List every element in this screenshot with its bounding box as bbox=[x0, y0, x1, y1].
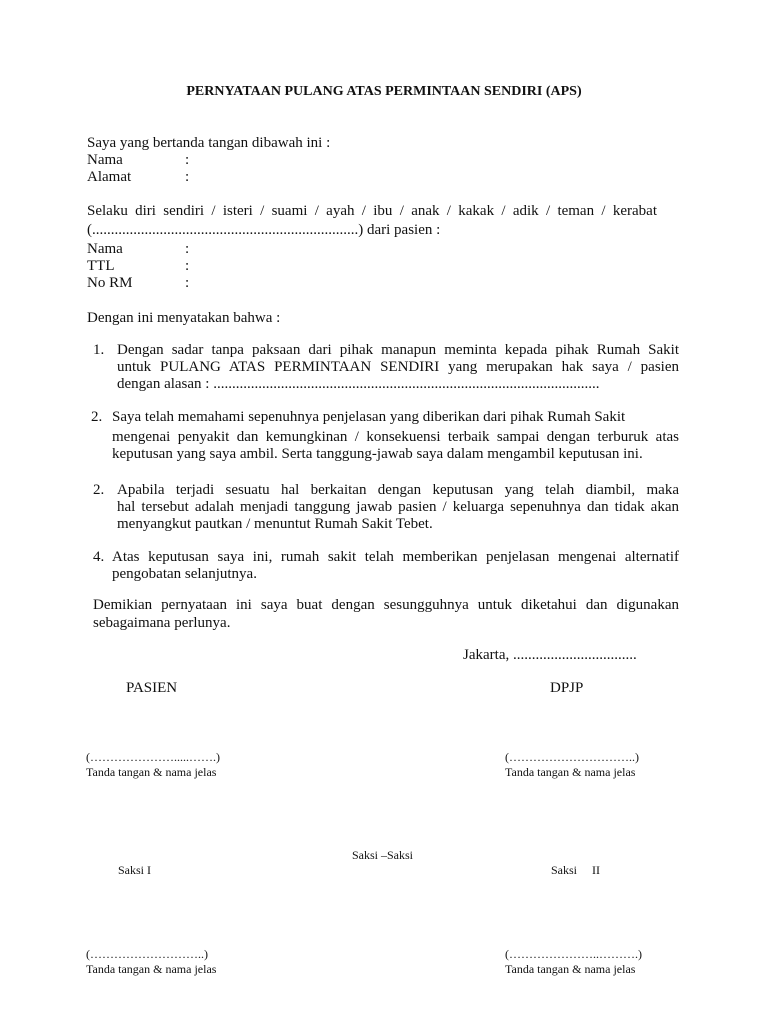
signature-role: DPJP bbox=[550, 680, 584, 696]
closing-line: Demikian pernyataan ini saya buat dengan sesungguhnya untuk diketahui dan digunakan bbox=[93, 597, 679, 613]
field-label: Alamat bbox=[87, 169, 132, 185]
item-line: Apabila terjadi sesuatu hal berkaitan dengan keputusan yang telah diambil, maka bbox=[117, 482, 679, 498]
patient-rm-field bbox=[87, 275, 189, 292]
declaration-intro: Dengan ini menyatakan bahwa : bbox=[87, 310, 281, 326]
field-separator: : bbox=[185, 241, 190, 257]
field-label: Nama bbox=[87, 241, 123, 257]
patient-name-field bbox=[87, 241, 189, 258]
item-number: 2. bbox=[91, 409, 103, 425]
signature-role: Saksi I bbox=[118, 863, 151, 877]
field-label: No RM bbox=[87, 275, 133, 291]
item-line: untuk PULANG ATAS PERMINTAAN SENDIRI yang merupakan hak saya / pasien bbox=[117, 359, 679, 375]
item-line: hal tersebut adalah menjadi tanggung jawab pasien / keluarga sepenuhnya dan tidak akan bbox=[117, 499, 679, 515]
signature-role: Saksi II bbox=[551, 863, 600, 877]
item-line: Saya telah memahami sepenuhnya penjelasan yang diberikan dari pihak Rumah Sakit bbox=[112, 409, 626, 425]
intro-text: Saya yang bertanda tangan dibawah ini : bbox=[87, 135, 331, 151]
field-label: TTL bbox=[87, 258, 115, 274]
signer-name-field bbox=[87, 152, 189, 169]
field-separator: : bbox=[185, 258, 190, 274]
document-title: PERNYATAAN PULANG ATAS PERMINTAAN SENDIRI (APS) bbox=[186, 84, 582, 99]
signature-caption: Tanda tangan & nama jelas bbox=[505, 765, 636, 779]
signature-blank: (…………………………..) bbox=[505, 750, 639, 764]
item-line: mengenai penyakit dan kemungkinan / konsekuensi terbaik sampai dengan terburuk atas bbox=[112, 429, 679, 445]
signature-caption: Tanda tangan & nama jelas bbox=[86, 962, 217, 976]
item-number: 1. bbox=[93, 342, 105, 358]
patient-ttl-field bbox=[87, 258, 189, 275]
field-label: Nama bbox=[87, 152, 123, 168]
item-line: Atas keputusan saya ini, rumah sakit telah memberikan penjelasan mengenai alternatif bbox=[112, 549, 679, 565]
signature-caption: Tanda tangan & nama jelas bbox=[505, 962, 636, 976]
item-line: pengobatan selanjutnya. bbox=[112, 566, 257, 582]
item-number: 4. bbox=[93, 549, 105, 565]
signature-blank: (………………….....…….) bbox=[86, 750, 220, 764]
place-date: Jakarta, ................................. bbox=[463, 647, 637, 663]
field-separator: : bbox=[185, 152, 190, 168]
signature-blank: (…………………..……….) bbox=[505, 947, 642, 961]
item-line: dengan alasan : ....................................................................................................... bbox=[117, 376, 600, 392]
relation-line: Selaku diri sendiri / isteri / suami / ayah / ibu / anak / kakak / adik / teman / kerabat bbox=[87, 203, 657, 219]
field-separator: : bbox=[185, 275, 190, 291]
relation-blank-line: (.......................................................................) dari pasien : bbox=[87, 222, 441, 238]
item-line: keputusan yang saya ambil. Serta tanggung-jawab saya dalam mengambil keputusan ini. bbox=[112, 446, 643, 462]
closing-line: sebagaimana perlunya. bbox=[93, 615, 231, 631]
item-line: Dengan sadar tanpa paksaan dari pihak manapun meminta kepada pihak Rumah Sakit bbox=[117, 342, 679, 358]
item-line: menyangkut pautkan / menuntut Rumah Sakit Tebet. bbox=[117, 516, 433, 532]
signer-address-field bbox=[87, 169, 189, 186]
field-separator: : bbox=[185, 169, 190, 185]
witness-header: Saksi –Saksi bbox=[352, 848, 414, 862]
signature-blank: (………………………..) bbox=[86, 947, 208, 961]
signature-role: PASIEN bbox=[126, 680, 178, 696]
item-number: 2. bbox=[93, 482, 105, 498]
signature-caption: Tanda tangan & nama jelas bbox=[86, 765, 217, 779]
